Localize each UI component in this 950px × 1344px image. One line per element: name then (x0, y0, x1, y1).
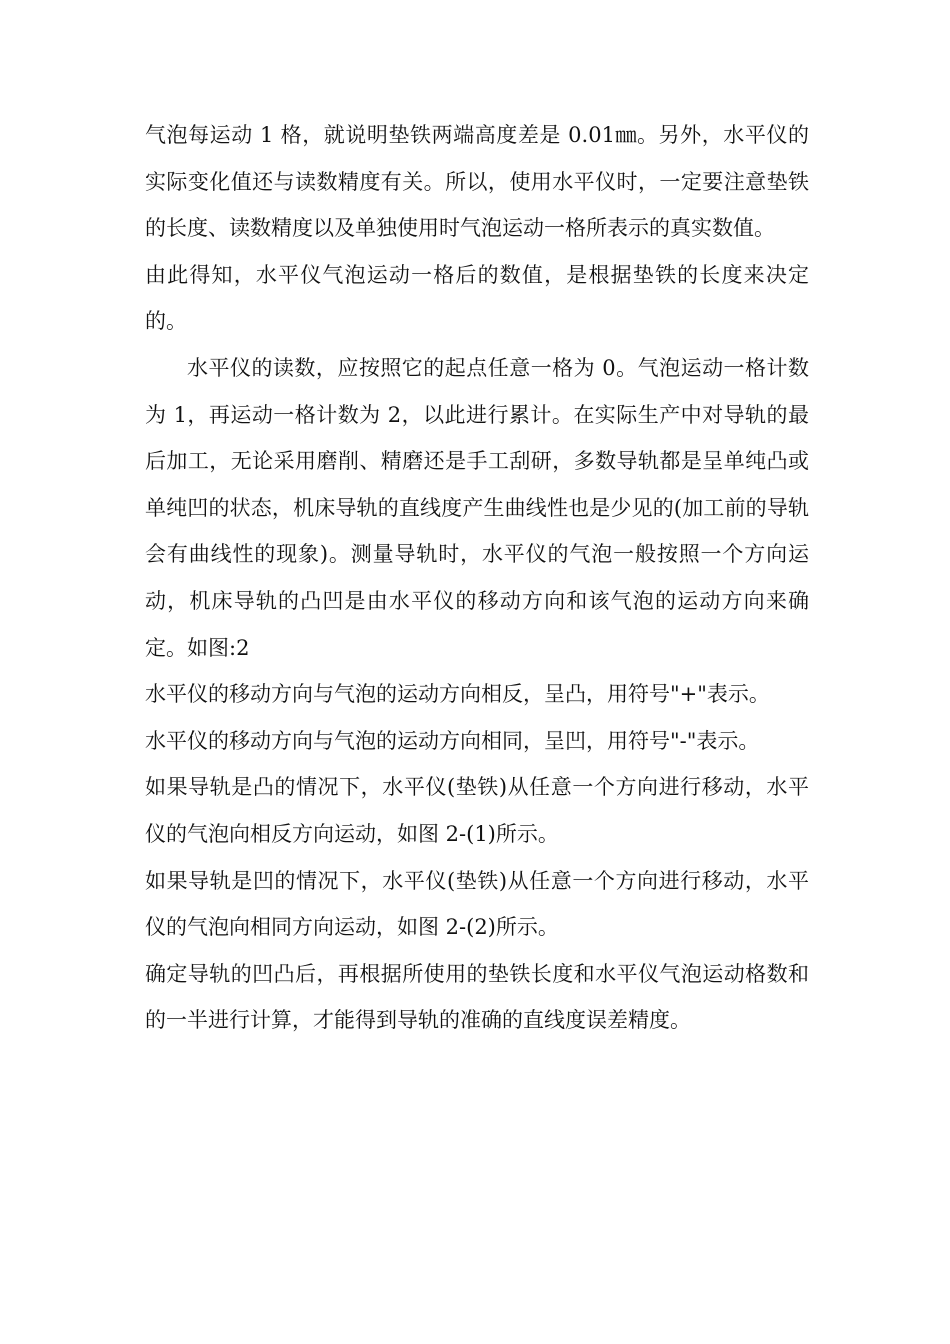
paragraph-3: 水平仪的读数，应按照它的起点任意一格为 0。气泡运动一格计数为 1，再运动一格计数为 2，以此进行累计。在实际生产中对导轨的最后加工，无论采用磨削、精磨还是手工刮研，多数导轨都是呈单纯凸或单纯凹的状态，机床导轨的直线度产生曲线性也是少见的(加工前的导轨会有曲线性的现象)。测量导轨时，水平仪的气泡一般按照一个方向运动，机床导轨的凸凹是由水平仪的移动方向和该气泡的运动方向来确定。如图:2 (145, 355, 809, 660)
paragraph-1: 气泡每运动 1 格，就说明垫铁两端高度差是 0.01㎜。另外，水平仪的实际变化值还与读数精度有关。所以，使用水平仪时，一定要注意垫铁的长度、读数精度以及单独使用时气泡运动一格所表示的真实数值。 (145, 123, 809, 241)
paragraph-4: 水平仪的移动方向与气泡的运动方向相反，呈凸，用符号"+"表示。 (145, 682, 770, 707)
paragraph-5: 水平仪的移动方向与气泡的运动方向相同，呈凹，用符号"-"表示。 (145, 728, 760, 753)
document-body (145, 112, 809, 1044)
paragraph-8: 确定导轨的凹凸后，再根据所使用的垫铁长度和水平仪气泡运动格数和的一半进行计算，才能得到导轨的准确的直线度误差精度。 (145, 961, 809, 1033)
paragraph-2: 由此得知，水平仪气泡运动一格后的数值，是根据垫铁的长度来决定的。 (145, 262, 809, 334)
paragraph-7: 如果导轨是凹的情况下，水平仪(垫铁)从任意一个方向进行移动，水平仪的气泡向相同方向运动，如图 2-(2)所示。 (145, 868, 809, 940)
paragraph-6: 如果导轨是凸的情况下，水平仪(垫铁)从任意一个方向进行移动，水平仪的气泡向相反方向运动，如图 2-(1)所示。 (145, 775, 809, 846)
